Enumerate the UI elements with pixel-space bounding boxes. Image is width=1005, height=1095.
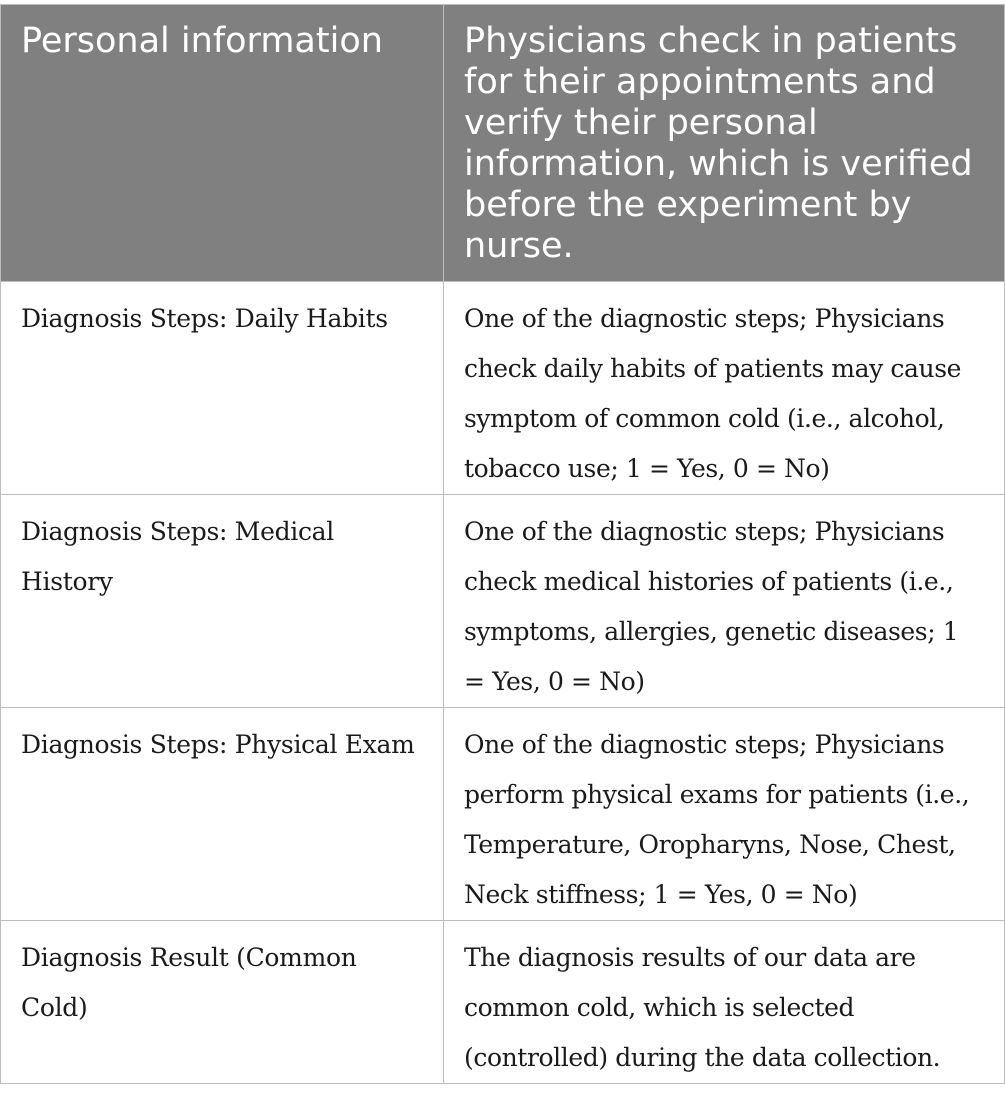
row-description-daily-habits: One of the diagnostic steps; Physicians check daily habits of patients may cause symptom of common cold (i.e., alcohol, tobacco use; 1 = Yes, 0 = No) <box>444 282 1005 495</box>
row-description-medical-history: One of the diagnostic steps; Physicians check medical histories of patients (i.e., symptoms, allergies, genetic diseases; 1 = Yes, 0 = No) <box>444 495 1005 708</box>
table-row <box>1 282 1005 495</box>
row-description-physical-exam: One of the diagnostic steps; Physicians perform physical exams for patients (i.e., Temperature, Oropharyns, Nose, Chest, Neck stiffness; 1 = Yes, 0 = No) <box>444 708 1005 921</box>
variables-table <box>0 4 1005 1084</box>
table-row <box>1 921 1005 1084</box>
table-row <box>1 708 1005 921</box>
table-header-row <box>1 5 1005 282</box>
row-label-daily-habits: Diagnosis Steps: Daily Habits <box>1 282 444 495</box>
data-table-container <box>0 4 1004 1084</box>
row-description-diagnosis-result: The diagnosis results of our data are common cold, which is selected (controlled) during the data collection. <box>444 921 1005 1084</box>
table-row <box>1 495 1005 708</box>
row-label-diagnosis-result: Diagnosis Result (Common Cold) <box>1 921 444 1084</box>
row-label-medical-history: Diagnosis Steps: Medical History <box>1 495 444 708</box>
header-cell-description: Physicians check in patients for their appointments and verify their personal information, which is verified before the experiment by nurse. <box>444 5 1005 282</box>
header-cell-personal-information: Personal information <box>1 5 444 282</box>
row-label-physical-exam: Diagnosis Steps: Physical Exam <box>1 708 444 921</box>
